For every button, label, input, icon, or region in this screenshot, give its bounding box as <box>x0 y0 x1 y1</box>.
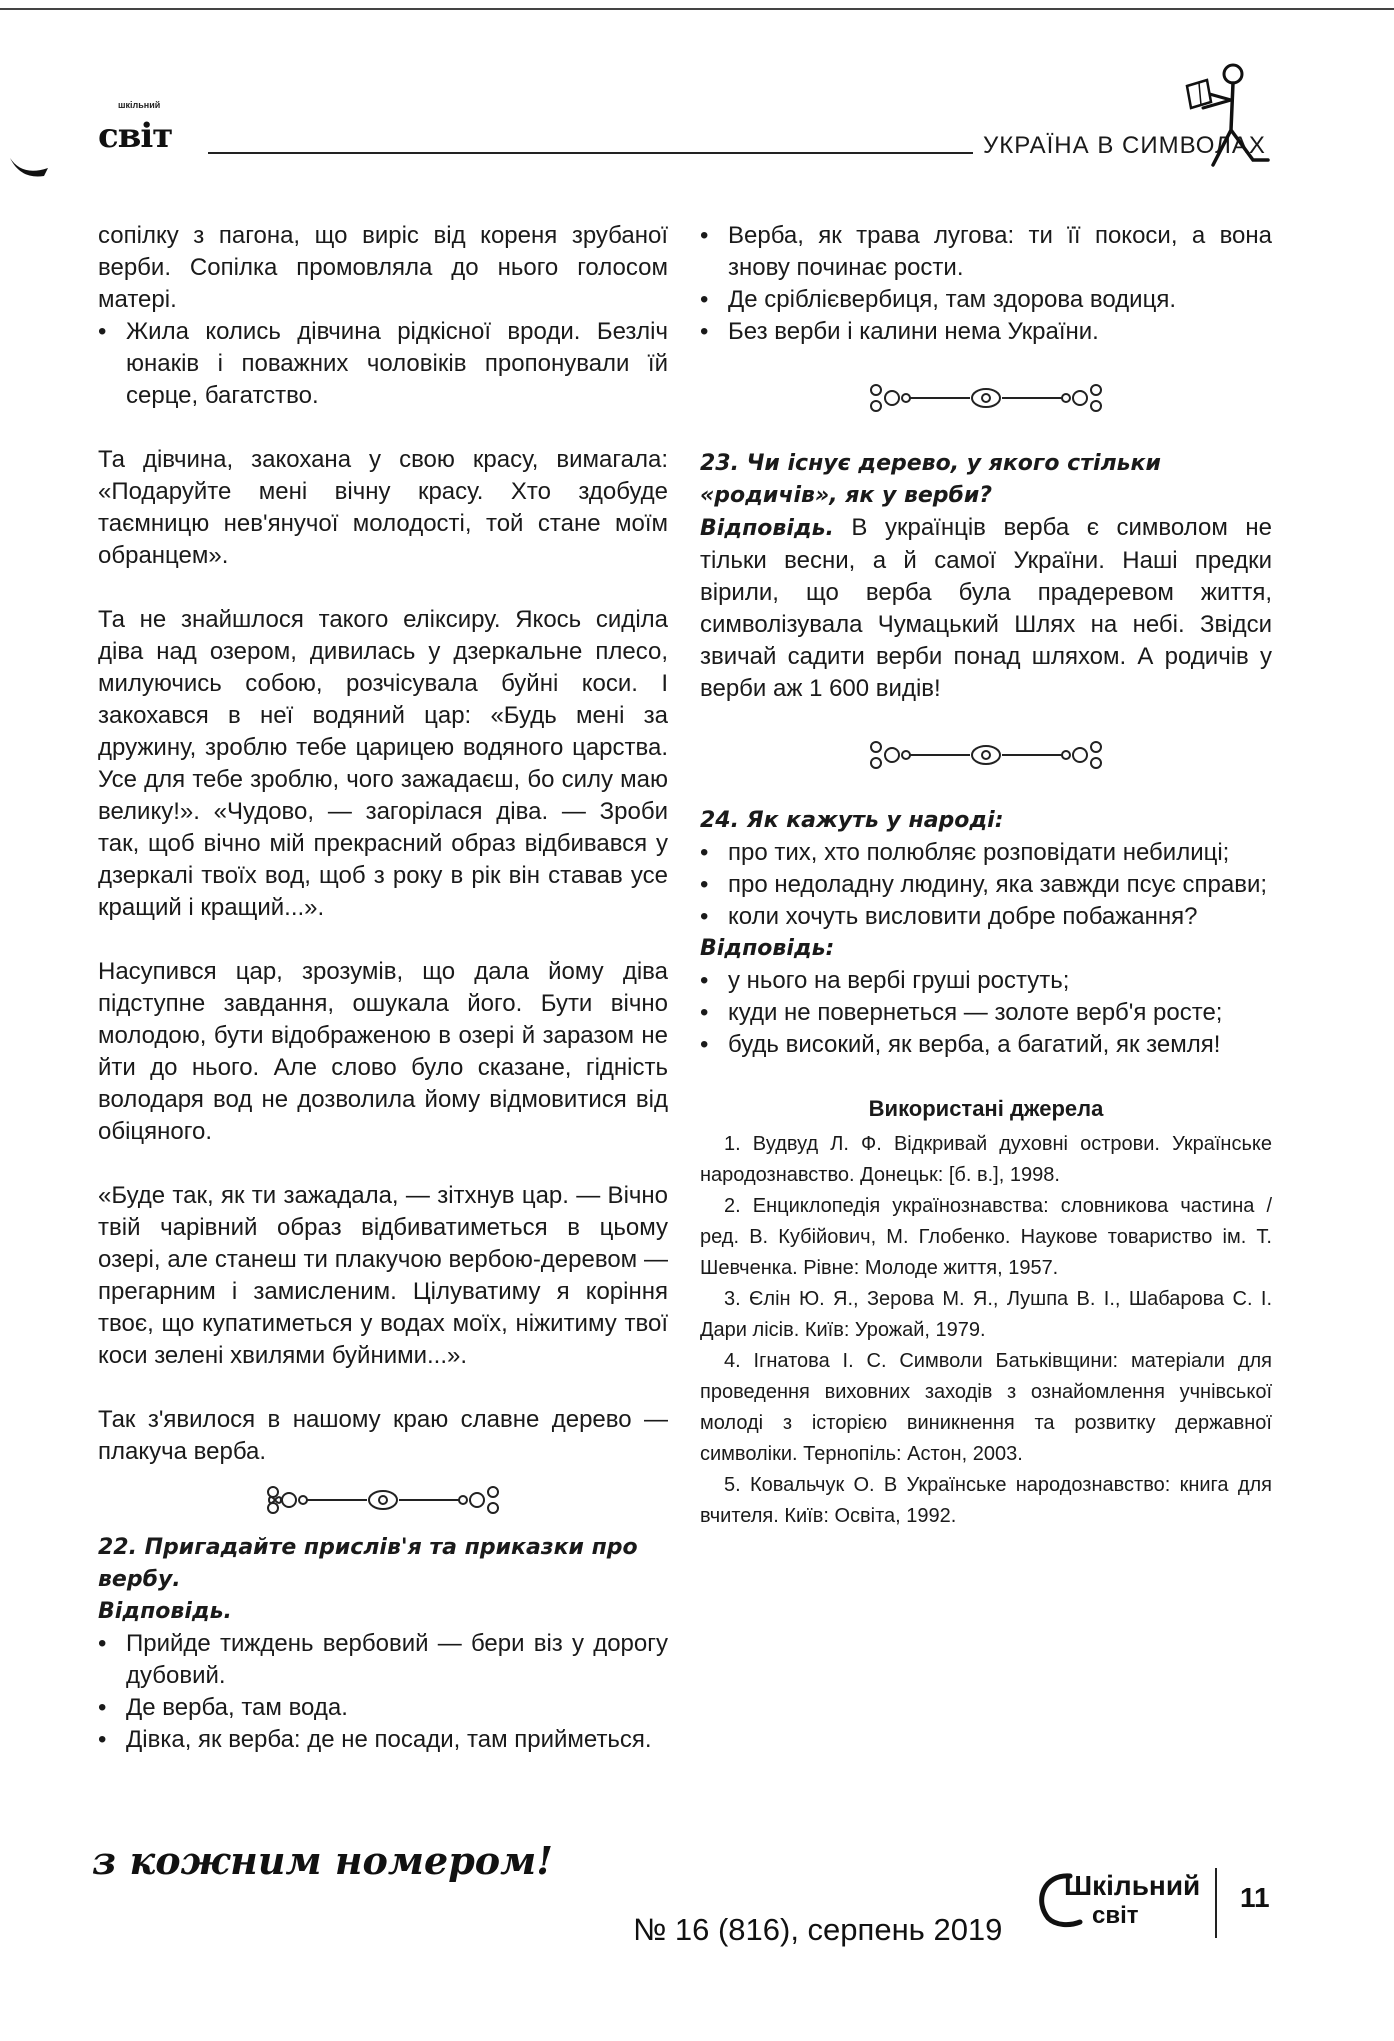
list-item <box>700 901 1272 933</box>
list-item-text: куди не повернеться — золоте верб'я росте; <box>728 999 1223 1026</box>
question-22: 22. Пригадайте прислів'я та приказки про вербу. <box>98 1535 638 1592</box>
list-item-text: будь високий, як верба, а багатий, як земля! <box>728 1031 1221 1058</box>
list-item-text: про тих, хто полюбляє розповідати небилиці; <box>728 839 1230 866</box>
answer-23 <box>700 512 1272 705</box>
right-column <box>700 220 1272 1532</box>
ornament-icon <box>866 378 1106 418</box>
paragraph: Та не знайшлося такого еліксиру. Якось сиділа діва над озером, дивилась у дзеркальне плесо, милуючись собою, розчісувала буйні коси. І закохався в неї водяний цар: «Будь мені за дружину, зроблю тебе царицею водяного царства. Усе для тебе зроблю, чого зажадаєш, бо силу маю велику!». «Чудово, — загорілася діва. — Зроби так, щоб вічно мій прекрасний образ відбивався у дзеркалі твоїх вод, щоб з року в рік він ставав усе кращий і кращий...». <box>98 606 668 921</box>
source-item: 1. Вудвуд Л. Ф. Відкривай духовні острови. Українське народознавство. Донецьк: [б. в.], 1998. <box>700 1133 1272 1186</box>
list-item <box>700 997 1272 1029</box>
logo-small-text: шкільний <box>118 100 161 110</box>
list-item-text: Де сріблієвербиця, там здорова водиця. <box>728 286 1176 313</box>
answer-label: Відповідь: <box>700 936 835 961</box>
answer-text: В українців верба є символом не тільки весни, а й самої України. Наші предки вірили, що верба була прадеревом життя, символізувала Чумацький Шлях на небі. Звідси звичай садити верби понад шляхом. А родичів у верби аж 1 600 видів! <box>700 514 1272 702</box>
paragraph-text: Жила колись дівчина рідкісної вроди. Безліч юнаків і поважних чоловіків пропонували їй серце, багатство. <box>126 318 668 409</box>
list-item <box>700 869 1272 901</box>
list-item <box>700 316 1272 348</box>
page-number: 11 <box>1240 1882 1270 1913</box>
header-rule <box>208 152 973 154</box>
margin-mark-icon <box>8 152 52 182</box>
list-item-text: Де верба, там вода. <box>126 1694 348 1721</box>
ornament-divider <box>700 348 1272 448</box>
bullet-icon: • <box>700 903 709 930</box>
list-item <box>98 1724 668 1756</box>
bullet-icon: • <box>700 318 709 345</box>
bullet-icon: • <box>98 318 107 345</box>
list-item <box>98 1692 668 1724</box>
list-item-text: Дівка, як верба: де не посади, там прийметься. <box>126 1726 652 1753</box>
paragraph: Та дівчина, закохана у свою красу, вимагала: «Подаруйте мені вічну красу. Хто здобуде таємницю нев'янучої молодості, той стане моїм обранцем». <box>98 446 668 569</box>
bullet-icon: • <box>700 871 709 898</box>
brand-line-2: світ <box>1092 1902 1139 1929</box>
ornament-divider <box>98 1468 668 1532</box>
list-item <box>700 1029 1272 1061</box>
ornament-icon <box>866 735 1106 775</box>
bullet-icon: • <box>700 286 709 313</box>
footer-separator <box>1215 1868 1217 1938</box>
list-item <box>700 284 1272 316</box>
bullet-icon: • <box>700 839 709 866</box>
list-item-text: Без верби і калини нема України. <box>728 318 1099 345</box>
ornament-divider <box>700 705 1272 805</box>
question-24: 24. Як кажуть у народі: <box>700 808 1004 833</box>
bullet-icon: • <box>98 1630 107 1657</box>
bullet-paragraph <box>98 316 668 412</box>
footer-slogan: з кожним номером! <box>92 1838 553 1883</box>
list-item-text: коли хочуть висловити добре побажання? <box>728 903 1198 930</box>
bullet-icon: • <box>700 999 709 1026</box>
list-item <box>700 837 1272 869</box>
bullet-icon: • <box>700 222 709 249</box>
source-item: 2. Енциклопедія українознавства: словникова частина / ред. В. Кубійович, М. Глобенко. Наукове товариство ім. Т. Шевченка. Рівне: Молоде життя, 1957. <box>700 1195 1272 1279</box>
list-item <box>700 965 1272 997</box>
answer-label: Відповідь. <box>98 1599 232 1624</box>
answer-label: Відповідь. <box>700 516 834 541</box>
paragraph: «Буде так, як ти зажадала, — зітхнув цар. — Вічно твій чарівний образ відбиватиметься в цьому озері, але станеш ти плакучою вербою-деревом — прегарним і замисленим. Цілуватиму я коріння твоє, що купатиметься у водах моїх, ніжитиму твої коси зелені хвилями буйними...». <box>98 1182 668 1369</box>
bullet-icon: • <box>700 967 709 994</box>
paragraph: сопілку з пагона, що виріс від кореня зрубаної верби. Сопілка промовляла до нього голосом матері. <box>98 222 668 313</box>
reading-figure-icon <box>1173 60 1293 170</box>
magazine-logo: світ <box>98 116 173 156</box>
list-item-text: у нього на вербі груші ростуть; <box>728 967 1070 994</box>
brand-line-1: Шкільний <box>1064 1870 1201 1901</box>
paragraph: Насупився цар, зрозумів, що дала йому діва підступне завдання, ошукала його. Бути вічно молодою, бути відображеною в озері й заразом не йти до нього. Але слово було сказане, гідність володаря вод не дозволила йому відмовитися від обіцяного. <box>98 958 668 1145</box>
list-item-text: Верба, як трава лугова: ти її покоси, а вона знову починає рости. <box>728 222 1272 281</box>
page-header <box>98 90 1298 170</box>
source-item: 3. Єлін Ю. Я., Зерова М. Я., Лушпа В. І., Шабарова С. І. Дари лісів. Київ: Урожай, 1979. <box>700 1288 1272 1341</box>
section-title: УКРАЇНА В СИМВОЛАХ <box>983 132 1266 159</box>
issue-info: № 16 (816), серпень 2019 <box>633 1912 1003 1947</box>
top-border-line <box>0 8 1394 10</box>
bullet-icon: • <box>98 1726 107 1753</box>
bullet-icon: • <box>98 1694 107 1721</box>
list-item-text: Прийде тиждень вербовий — бери віз у дорогу дубовий. <box>126 1630 668 1689</box>
question-23: 23. Чи існує дерево, у якого стільки «родичів», як у верби? <box>700 451 1161 508</box>
footer-brand-logo <box>1030 1870 1230 1930</box>
ornament-icon <box>263 1480 503 1520</box>
source-item: 4. Ігнатова І. С. Символи Батьківщини: матеріали для проведення виховних заходів з ознайомлення учнівської молоді з історією виникнення та розвитку державної символіки. Тернопіль: Астон, 2003. <box>700 1350 1272 1465</box>
bullet-icon: • <box>700 1031 709 1058</box>
sources-heading: Використані джерела <box>868 1096 1104 1121</box>
paragraph: Так з'явилося в нашому краю славне дерево — плакуча верба. <box>98 1406 668 1465</box>
list-item <box>98 1628 668 1692</box>
left-column <box>98 220 668 1756</box>
list-item-text: про недоладну людину, яка завжди псує справи; <box>728 871 1268 898</box>
list-item <box>700 220 1272 284</box>
source-item: 5. Ковальчук О. В Українське народознавство: книга для вчителя. Київ: Освіта, 1992. <box>700 1474 1272 1527</box>
